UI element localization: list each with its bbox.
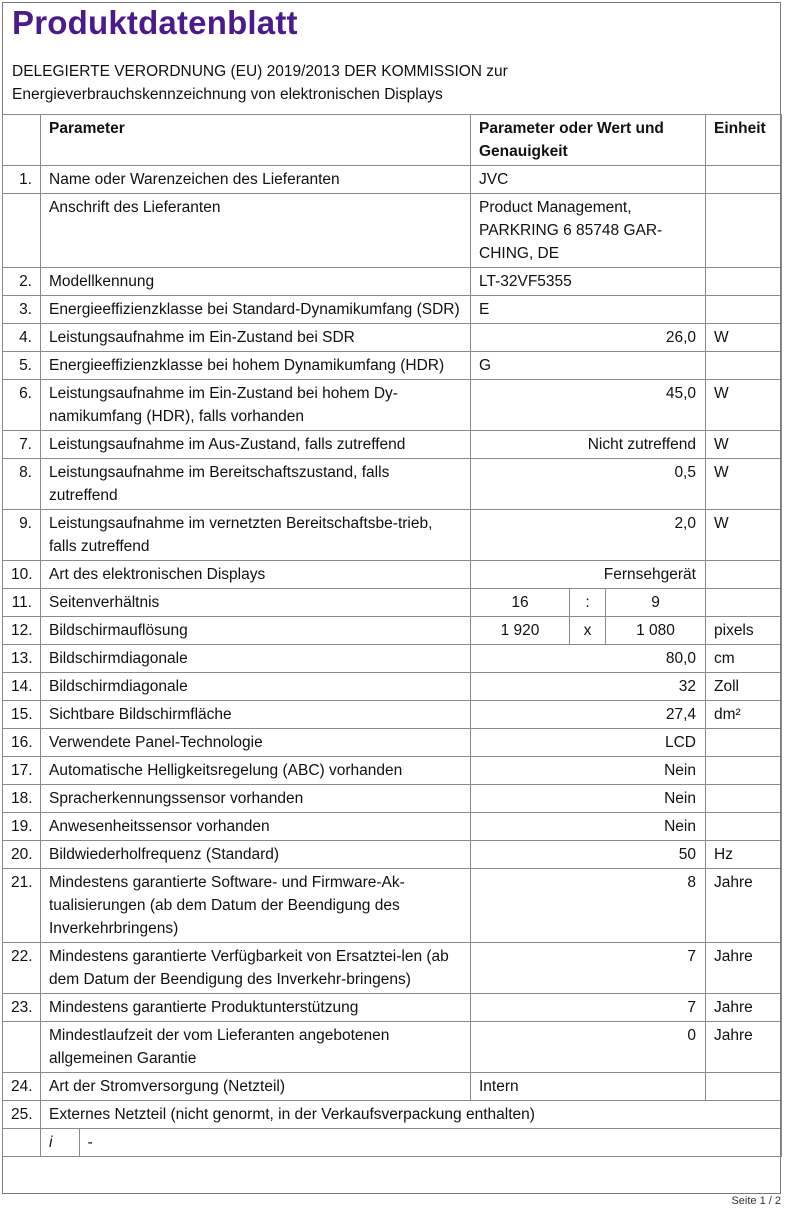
- table-row: [3, 561, 782, 589]
- row-parameter: Bildschirmdiagonale: [41, 673, 471, 701]
- row-value: 7: [471, 994, 706, 1022]
- row-number: [3, 194, 41, 268]
- row-number: 3.: [3, 296, 41, 324]
- row-value: LCD: [471, 729, 706, 757]
- table-row: [3, 757, 782, 785]
- row-number: 7.: [3, 431, 41, 459]
- header-value: Parameter oder Wert und Genauigkeit: [471, 115, 706, 166]
- table-row: [3, 352, 782, 380]
- row-unit: W: [706, 510, 782, 561]
- row-value: 26,0: [471, 324, 706, 352]
- row-parameter: Mindestens garantierte Produktunterstützung: [41, 994, 471, 1022]
- table-row: [3, 994, 782, 1022]
- row-number: [3, 1022, 41, 1073]
- row-number: 13.: [3, 645, 41, 673]
- table-row: [3, 701, 782, 729]
- row-unit: Jahre: [706, 869, 782, 943]
- row-number: 19.: [3, 813, 41, 841]
- row-unit: Hz: [706, 841, 782, 869]
- table-row: [3, 645, 782, 673]
- aspect-width: 16: [471, 589, 570, 617]
- row-unit: [706, 757, 782, 785]
- row-value: 80,0: [471, 645, 706, 673]
- table-row: [3, 1073, 782, 1101]
- table-row: [3, 324, 782, 352]
- row-parameter: Energieeffizienzklasse bei hohem Dynamikumfang (HDR): [41, 352, 471, 380]
- sub-value: -: [87, 1134, 93, 1151]
- row-unit: Jahre: [706, 943, 782, 994]
- row-number: 10.: [3, 561, 41, 589]
- row-value: Nein: [471, 785, 706, 813]
- table-row: [3, 813, 782, 841]
- row-number: 9.: [3, 510, 41, 561]
- row-unit: [706, 296, 782, 324]
- row-value: 0: [471, 1022, 706, 1073]
- row-number: 4.: [3, 324, 41, 352]
- row-number: 22.: [3, 943, 41, 994]
- row-unit: pixels: [706, 617, 782, 645]
- row-unit: [706, 194, 782, 268]
- row-value: Fernsehgerät: [471, 561, 706, 589]
- row-unit: [706, 561, 782, 589]
- row-number: 1.: [3, 166, 41, 194]
- row-unit: W: [706, 324, 782, 352]
- row-parameter: Name oder Warenzeichen des Lieferanten: [41, 166, 471, 194]
- row-value: Product Management, PARKRING 6 85748 GAR-CHING, DE: [471, 194, 706, 268]
- row-unit: [706, 729, 782, 757]
- row-number: 20.: [3, 841, 41, 869]
- table-row: [3, 1022, 782, 1073]
- row-number: 15.: [3, 701, 41, 729]
- row-unit: [706, 589, 782, 617]
- row-parameter: Bildschirmdiagonale: [41, 645, 471, 673]
- row-value: Nein: [471, 757, 706, 785]
- table-row: [3, 869, 782, 943]
- regulation-subtitle: [12, 60, 712, 106]
- row-number: 25.: [3, 1101, 41, 1129]
- aspect-separator: :: [570, 589, 606, 617]
- row-parameter: Mindestens garantierte Verfügbarkeit von Ersatztei-len (ab dem Datum der Beendigung des Inverkehr-bringens): [41, 943, 471, 994]
- row-value: G: [471, 352, 706, 380]
- row-parameter: Leistungsaufnahme im Aus-Zustand, falls zutreffend: [41, 431, 471, 459]
- resolution-separator: x: [570, 617, 606, 645]
- row-parameter: Leistungsaufnahme im Bereitschaftszustand, falls zutreffend: [41, 459, 471, 510]
- header-unit: Einheit: [706, 115, 782, 166]
- row-parameter: Mindestens garantierte Software- und Firmware-Ak-tualisierungen (ab dem Datum der Beendigung des Inverkehrbringens): [41, 869, 471, 943]
- row-parameter: Art der Stromversorgung (Netzteil): [41, 1073, 471, 1101]
- page-title: Produktdatenblatt: [12, 4, 298, 41]
- row-unit: [706, 1073, 782, 1101]
- row-unit: W: [706, 431, 782, 459]
- row-unit: [706, 166, 782, 194]
- row-number: 18.: [3, 785, 41, 813]
- row-parameter: Spracherkennungssensor vorhanden: [41, 785, 471, 813]
- row-unit: W: [706, 459, 782, 510]
- row-number: 24.: [3, 1073, 41, 1101]
- page-number: Seite 1 / 2: [731, 1195, 781, 1207]
- row-value: 32: [471, 673, 706, 701]
- row-parameter: Externes Netzteil (nicht genormt, in der Verkaufsverpackung enthalten): [41, 1101, 782, 1129]
- row-parameter: Bildschirmauflösung: [41, 617, 471, 645]
- row-value: 27,4: [471, 701, 706, 729]
- row-value: 0,5: [471, 459, 706, 510]
- table-row: [3, 943, 782, 994]
- row-unit: [706, 785, 782, 813]
- row-parameter: Anwesenheitssensor vorhanden: [41, 813, 471, 841]
- row-unit: Jahre: [706, 994, 782, 1022]
- subtitle-line-2: Energieverbrauchskennzeichnung von elektronischen Displays: [12, 86, 443, 103]
- table-row: [3, 729, 782, 757]
- table-row: [3, 785, 782, 813]
- row-unit: dm²: [706, 701, 782, 729]
- header-num: [3, 115, 41, 166]
- table-row: [3, 380, 782, 431]
- row-parameter: Verwendete Panel-Technologie: [41, 729, 471, 757]
- row-number: 8.: [3, 459, 41, 510]
- table-row: [3, 1101, 782, 1129]
- row-unit: W: [706, 380, 782, 431]
- row-parameter: Art des elektronischen Displays: [41, 561, 471, 589]
- table-row: [3, 617, 782, 645]
- row-parameter: Anschrift des Lieferanten: [41, 194, 471, 268]
- resolution-width: 1 920: [471, 617, 570, 645]
- row-parameter: Bildwiederholfrequenz (Standard): [41, 841, 471, 869]
- product-data-table: [2, 114, 782, 1157]
- aspect-height: 9: [606, 589, 706, 617]
- row-value: 2,0: [471, 510, 706, 561]
- row-value: 7: [471, 943, 706, 994]
- row-parameter: Sichtbare Bildschirmfläche: [41, 701, 471, 729]
- table-row: [3, 841, 782, 869]
- table-header-row: [3, 115, 782, 166]
- table-row: [3, 673, 782, 701]
- table-row: [3, 589, 782, 617]
- row-unit: Zoll: [706, 673, 782, 701]
- table-row: [3, 510, 782, 561]
- row-parameter: Energieeffizienzklasse bei Standard-Dynamikumfang (SDR): [41, 296, 471, 324]
- row-number: 2.: [3, 268, 41, 296]
- table-row: [3, 166, 782, 194]
- table-row: [3, 431, 782, 459]
- row-number: 14.: [3, 673, 41, 701]
- row-value: JVC: [471, 166, 706, 194]
- row-parameter: Automatische Helligkeitsregelung (ABC) vorhanden: [41, 757, 471, 785]
- row-number: 5.: [3, 352, 41, 380]
- row-value: Intern: [471, 1073, 706, 1101]
- external-psu-subtable: [41, 1129, 782, 1157]
- table-row: [3, 296, 782, 324]
- row-number: 21.: [3, 869, 41, 943]
- row-number: 23.: [3, 994, 41, 1022]
- row-unit: [706, 813, 782, 841]
- row-value: Nicht zutreffend: [471, 431, 706, 459]
- header-parameter: Parameter: [41, 115, 471, 166]
- row-parameter: Leistungsaufnahme im vernetzten Bereitschaftsbe-trieb, falls zutreffend: [41, 510, 471, 561]
- row-parameter: Modellkennung: [41, 268, 471, 296]
- row-number: [3, 1129, 41, 1157]
- sub-label: i: [41, 1129, 79, 1156]
- row-unit: cm: [706, 645, 782, 673]
- row-parameter: Leistungsaufnahme im Ein-Zustand bei hohem Dy-namikumfang (HDR), falls vorhanden: [41, 380, 471, 431]
- subtitle-line-1: DELEGIERTE VERORDNUNG (EU) 2019/2013 DER KOMMISSION zur: [12, 63, 508, 80]
- row-parameter: Leistungsaufnahme im Ein-Zustand bei SDR: [41, 324, 471, 352]
- row-value: LT-32VF5355: [471, 268, 706, 296]
- row-value: 8: [471, 869, 706, 943]
- table-row: [3, 1129, 782, 1157]
- row-parameter: Seitenverhältnis: [41, 589, 471, 617]
- row-value: E: [471, 296, 706, 324]
- row-unit: [706, 352, 782, 380]
- row-number: 16.: [3, 729, 41, 757]
- table-row: [3, 194, 782, 268]
- row-value: 50: [471, 841, 706, 869]
- row-number: 12.: [3, 617, 41, 645]
- row-number: 6.: [3, 380, 41, 431]
- row-unit: Jahre: [706, 1022, 782, 1073]
- row-unit: [706, 268, 782, 296]
- row-number: 17.: [3, 757, 41, 785]
- table-row: [3, 268, 782, 296]
- row-value: Nein: [471, 813, 706, 841]
- table-row: [3, 459, 782, 510]
- row-number: 11.: [3, 589, 41, 617]
- resolution-height: 1 080: [606, 617, 706, 645]
- row-value: 45,0: [471, 380, 706, 431]
- row-parameter: Mindestlaufzeit der vom Lieferanten angebotenen allgemeinen Garantie: [41, 1022, 471, 1073]
